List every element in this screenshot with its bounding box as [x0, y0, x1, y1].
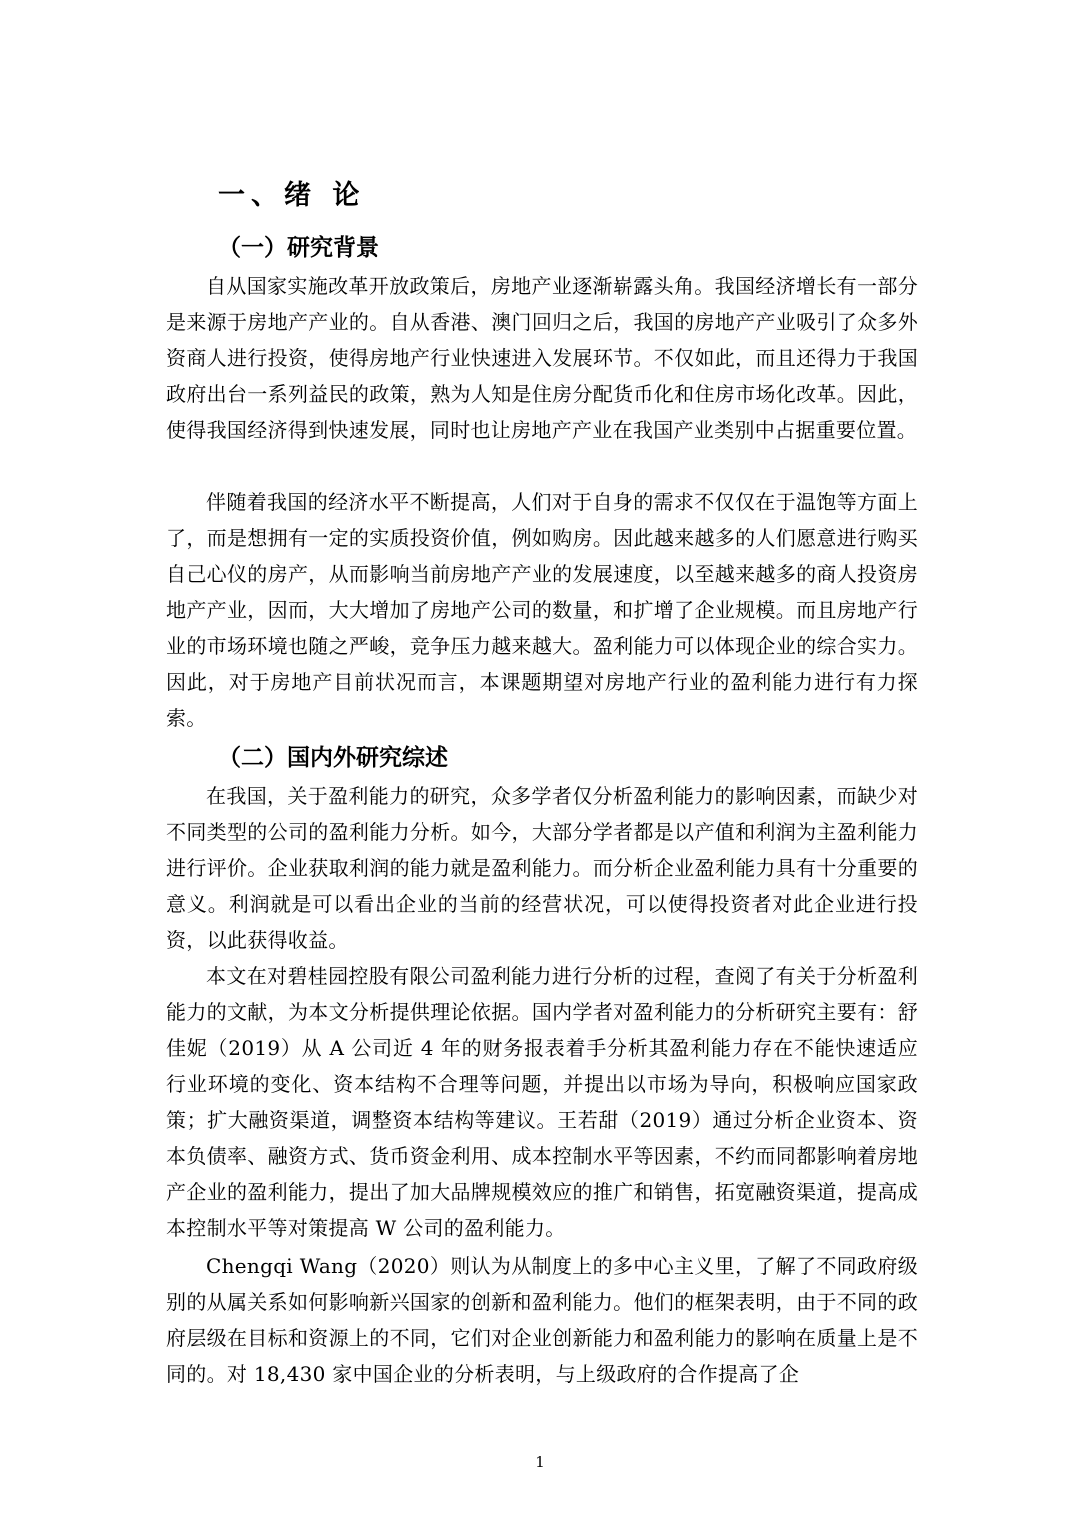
section-title-literature-review: （二）国内外研究综述: [218, 745, 448, 771]
body-paragraph: 本文在对碧桂园控股有限公司盈利能力进行分析的过程，查阅了有关于分析盈利能力的文献，为本文分析提供理论依据。国内学者对盈利能力的分析研究主要有：舒佳妮（2019）从 A 公司近 4 年的财务报表着手分析其盈利能力存在不能快速适应行业环境的变化、资本结构不合理等问题，并提出以市场为导向，积极响应国家政策；扩大融资渠道，调整资本结构等建议。王若甜（2019）通过分析企业资本、资本负债率、融资方式、货币资金利用、成本控制水平等因素，不约而同都影响着房地产企业的盈利能力，提出了加大品牌规模效应的推广和销售，拓宽融资渠道，提高成本控制水平等对策提高 W 公司的盈利能力。: [166, 964, 918, 1240]
section-title-research-background: （一）研究背景: [218, 235, 379, 261]
body-paragraph: Chengqi Wang（2020）则认为从制度上的多中心主义里，了解了不同政府级别的从属关系如何影响新兴国家的创新和盈利能力。他们的框架表明，由于不同的政府层级在目标和资源上的不同，它们对企业创新能力和盈利能力的影响在质量上是不同的。对 18,430 家中国企业的分析表明，与上级政府的合作提高了企: [166, 1254, 918, 1386]
body-paragraph: 伴随着我国的经济水平不断提高，人们对于自身的需求不仅仅在于温饱等方面上了，而是想拥有一定的实质投资价值，例如购房。因此越来越多的人们愿意进行购买自己心仪的房产，从而影响当前房地产产业的发展速度，以至越来越多的商人投资房地产产业，因而，大大增加了房地产公司的数量，和扩增了企业规模。而且房地产行业的市场环境也随之严峻，竞争压力越来越大。盈利能力可以体现企业的综合实力。因此，对于房地产目前状况而言，本课题期望对房地产行业的盈利能力进行有力探索。: [166, 490, 918, 730]
body-paragraph: 在我国，关于盈利能力的研究，众多学者仅分析盈利能力的影响因素，而缺少对不同类型的公司的盈利能力分析。如今，大部分学者都是以产值和利润为主盈利能力进行评价。企业获取利润的能力就是盈利能力。而分析企业盈利能力具有十分重要的意义。利润就是可以看出企业的当前的经营状况，可以使得投资者对此企业进行投资，以此获得收益。: [166, 784, 918, 952]
body-paragraph: 自从国家实施改革开放政策后，房地产业逐渐崭露头角。我国经济增长有一部分是来源于房地产产业的。自从香港、澳门回归之后，我国的房地产产业吸引了众多外资商人进行投资，使得房地产行业快速进入发展环节。不仅如此，而且还得力于我国政府出台一系列益民的政策，熟为人知是住房分配货币化和住房市场化改革。因此，使得我国经济得到快速发展，同时也让房地产产业在我国产业类别中占据重要位置。: [166, 274, 918, 442]
chapter-title: 一、绪 论: [218, 180, 366, 211]
page-number: 1: [535, 1453, 545, 1471]
